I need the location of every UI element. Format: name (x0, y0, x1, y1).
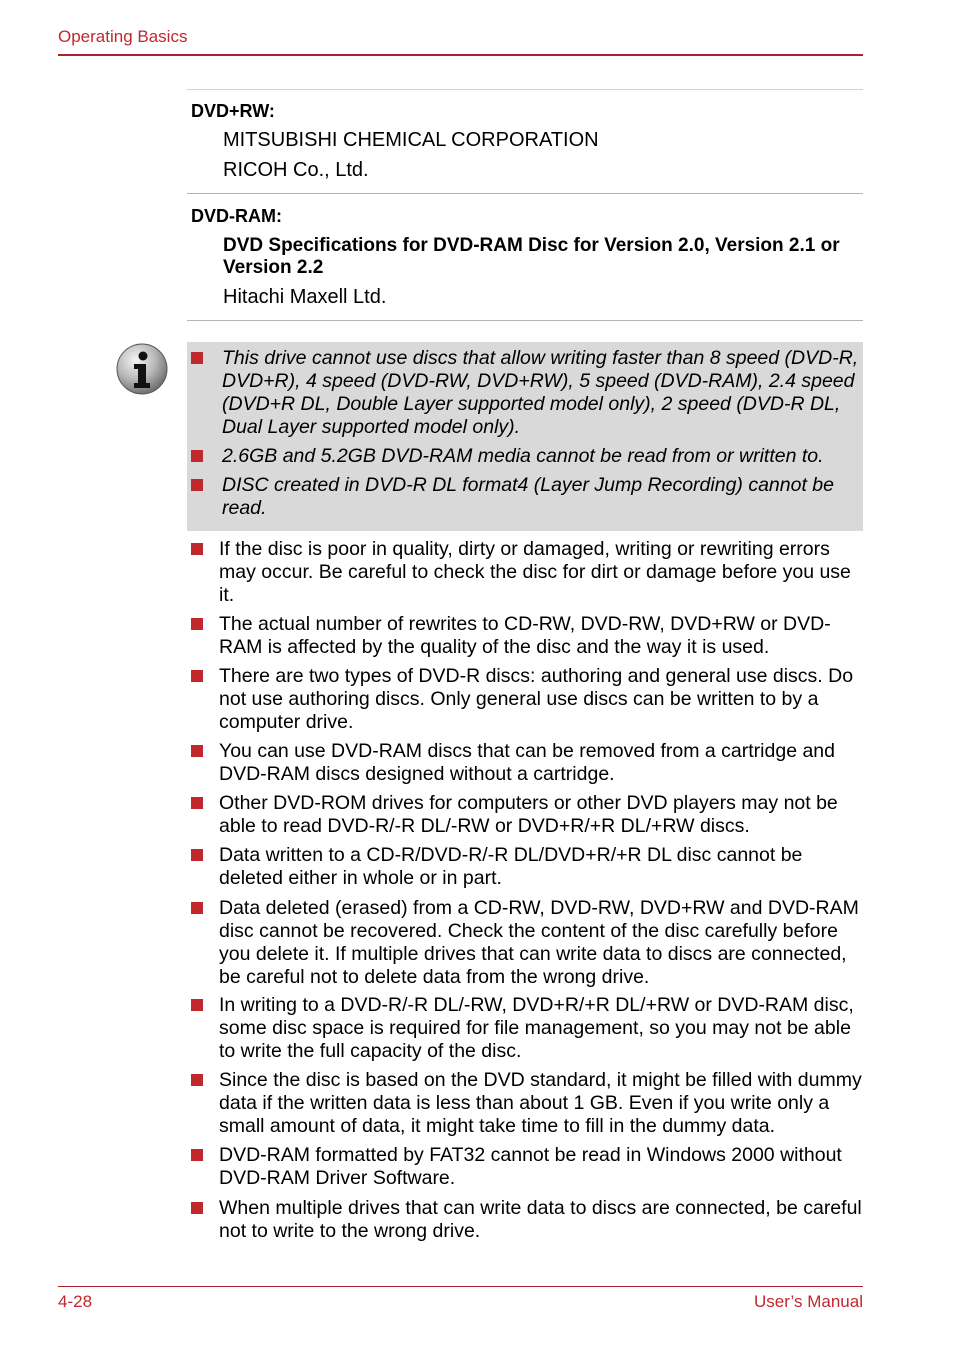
page-number: 4-28 (58, 1292, 93, 1311)
footer-rule (58, 1286, 863, 1287)
list-item-text: DVD-RAM formatted by FAT32 cannot be read in Windows 2000 without DVD-RAM Driver Software. (219, 1144, 842, 1189)
list-item-text: When multiple drives that can write data to discs are connected, be careful not to write to the wrong drive. (219, 1197, 862, 1242)
note-item-text: This drive cannot use discs that allow writing faster than 8 speed (DVD-R, DVD+R), 4 speed (DVD-RW, DVD+RW), 5 speed (DVD-RAM), 2.4 speed (DVD+R DL, Double Layer supported model only), 2 speed (DVD-R DL, Dual Layer supported model only). (222, 347, 859, 438)
bullet-square-icon (191, 352, 203, 364)
bullet-square-icon (191, 1074, 203, 1086)
list-item (187, 897, 867, 989)
note-item (187, 474, 867, 520)
bullet-square-icon (191, 618, 203, 630)
list-item (187, 844, 867, 890)
bullet-square-icon (191, 999, 203, 1011)
dvd-rw-maker-1: MITSUBISHI CHEMICAL CORPORATION (223, 129, 599, 151)
bullet-square-icon (191, 1149, 203, 1161)
list-item-text: The actual number of rewrites to CD-RW, DVD-RW, DVD+RW or DVD-RAM is affected by the quality of the disc and the way it is used. (219, 613, 831, 658)
note-item (187, 445, 867, 468)
bullet-square-icon (191, 450, 203, 462)
bullet-square-icon (191, 479, 203, 491)
list-item-text: In writing to a DVD-R/-R DL/-RW, DVD+R/+R DL/+RW or DVD-RAM disc, some disc space is required for file management, so you may not be able to write the full capacity of the disc. (219, 994, 854, 1062)
running-header: Operating Basics (58, 27, 188, 46)
list-item (187, 792, 867, 838)
table-top-rule (187, 89, 863, 90)
note-item-text: 2.6GB and 5.2GB DVD-RAM media cannot be read from or written to. (222, 445, 824, 467)
list-item-text: Other DVD-ROM drives for computers or other DVD players may not be able to read DVD-R/-R DL/-RW or DVD+R/+R DL/+RW discs. (219, 792, 838, 837)
list-item (187, 740, 867, 786)
note-item (187, 347, 867, 439)
list-item (187, 1197, 867, 1243)
bullet-square-icon (191, 849, 203, 861)
list-item (187, 1069, 867, 1138)
dvd-rw-maker-2: RICOH Co., Ltd. (223, 159, 369, 181)
bullet-square-icon (191, 797, 203, 809)
list-item-text: If the disc is poor in quality, dirty or damaged, writing or rewriting errors may occur. Be careful to check the disc for dirt or damage before you use it. (219, 538, 851, 606)
table-row-separator (187, 193, 863, 194)
dvd-ram-label: DVD-RAM: (191, 206, 282, 226)
note-item-text: DISC created in DVD-R DL format4 (Layer Jump Recording) cannot be read. (222, 474, 834, 519)
bullet-square-icon (191, 1202, 203, 1214)
footer-title: User’s Manual (754, 1292, 863, 1311)
header-rule (58, 54, 863, 56)
table-bottom-rule (187, 320, 863, 321)
bullet-square-icon (191, 745, 203, 757)
list-item-text: You can use DVD-RAM discs that can be removed from a cartridge and DVD-RAM discs designed without a cartridge. (219, 740, 835, 785)
bullet-square-icon (191, 670, 203, 682)
dvd-ram-spec: DVD Specifications for DVD-RAM Disc for Version 2.0, Version 2.1 or Version 2.2 (223, 235, 840, 278)
info-icon (115, 342, 169, 396)
list-item (187, 994, 867, 1063)
list-item-text: Data deleted (erased) from a CD-RW, DVD-RW, DVD+RW and DVD-RAM disc cannot be recovered. Check the content of the disc carefully before you delete it. If multiple drives that can write data to discs are connected, be careful not to delete data from the wrong drive. (219, 897, 859, 988)
dvd-ram-maker: Hitachi Maxell Ltd. (223, 286, 387, 308)
list-item (187, 665, 867, 734)
list-item (187, 1144, 867, 1190)
dvd-rw-label: DVD+RW: (191, 101, 275, 121)
list-item-text: Since the disc is based on the DVD standard, it might be filled with dummy data if the written data is less than about 1 GB. Even if you write only a small amount of data, it might take time to fill in the dummy data. (219, 1069, 862, 1137)
bullet-square-icon (191, 902, 203, 914)
list-item-text: There are two types of DVD-R discs: authoring and general use discs. Do not use authoring discs. Only general use discs can be written to by a computer drive. (219, 665, 854, 733)
bullet-square-icon (191, 543, 203, 555)
list-item (187, 613, 867, 659)
list-item (187, 538, 867, 607)
list-item-text: Data written to a CD-R/DVD-R/-R DL/DVD+R/+R DL disc cannot be deleted either in whole or in part. (219, 844, 803, 889)
